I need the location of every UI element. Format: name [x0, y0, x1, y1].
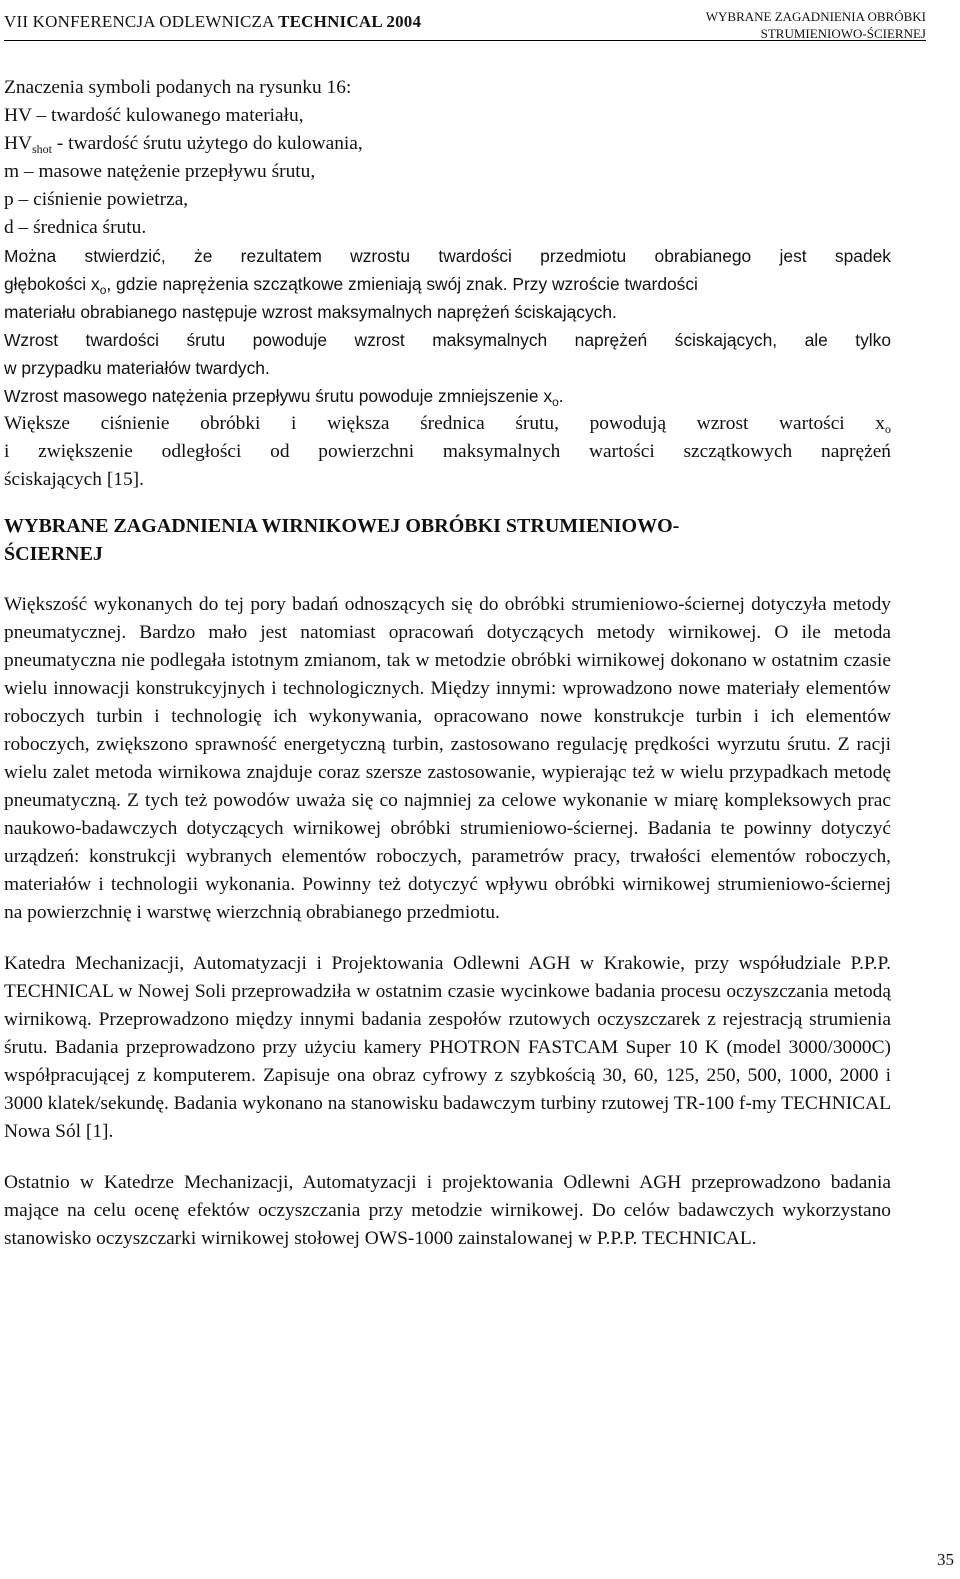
observations — [4, 242, 891, 494]
page-number: 35 — [937, 1550, 954, 1569]
spacer — [4, 568, 891, 591]
running-title-line1: WYBRANE ZAGADNIENIA OBRÓBKI — [705, 9, 926, 24]
spacer — [4, 1146, 891, 1169]
observation-line: Można stwierdzić, że rezultatem wzrostu twardości przedmiotu obrabianego jest spadek — [4, 246, 891, 266]
symbol-hvshot: $HV_{shot}$ - twardość śrutu użytego do kulowania, — [4, 133, 363, 156]
paragraph-rotary-method: Większość wykonanych do tej pory badań odnoszących się do obróbki strumieniowo-ściernej dotyczyła metody pneumatycznej. Bardzo mało jest natomiast opracowań dotyczących metody wirnikowej. O ile metoda pneumatyczna nie podlegała istotnym zmianom, tak w metodzie obróbki wirnikowej dokonano w ostatnim czasie wielu innowacji konstrukcyjnych i technologicznych. Między innymi: wprowadzono nowe materiały elementów roboczych turbin i technologię ich wykonywania, opracowano nowe konstrukcje turbin i ich elementów roboczych, zwiększono sprawność energetyczną turbin, zastosowano regulację prędkości wyrzutu śrutu. Z racji wielu zalet metoda wirnikowa znajduje coraz szersze zastosowanie, wypierając też w wielu przypadkach metodę pneumatyczną. Z tych też powodów uważa się co najmniej za celowe wykonanie w miarę kompleksowych prac naukowo-badawczych dotyczących wirnikowej obróbki strumieniowo-ściernej. Badania te powinny dotyczyć urządzeń: konstrukcji wybranych elementów roboczych, parametrów pracy, trwałości elementów roboczych, materiałów i technologii wykonania. Powinny też dotyczyć wpływu obróbki wirnikowej strumieniowo-ściernej na powierzchnię i warstwę wierzchnią obrabianego przedmiotu. — [4, 594, 891, 923]
paragraph-research-agh: Katedra Mechanizacji, Automatyzacji i Projektowania Odlewni AGH w Krakowie, przy współudziale P.P.P. TECHNICAL w Nowej Soli przeprowadziła w ostatnim czasie wycinkowe badania procesu oczyszczania metodą wirnikową. Przeprowadzono między innymi badania zespołów rzutowych oczyszczarek z rejestracją strumienia śrutu. Badania przeprowadzono przy użyciu kamery PHOTRON FASTCAM Super 10 K (model 3000/3000C) współpracującej z komputerem. Zapisuje ona obraz cyfrowy z szybkością 30, 60, 125, 250, 500, 1000, 2000 i 3000 klatek/sekundę. Badania wykonano na stanowisku badawczym turbiny rzutowej TR-100 f-my TECHNICAL Nowa Sól [1]. — [4, 953, 891, 1142]
symbol-legend — [4, 74, 891, 242]
symbol-d: d – średnica śrutu. — [4, 217, 147, 238]
symbol-hv: HV – twardość kulowanego materiału, — [4, 105, 304, 126]
conference-title — [4, 12, 421, 32]
observation-line: i zwiększenie odległości od powierzchni maksymalnych wartości szczątkowych naprężeń — [4, 441, 891, 462]
page-header — [4, 8, 926, 42]
observation-line: Większe ciśnienie obróbki i większa średnica śrutu, powodują wzrost wartości $x_o$ — [4, 413, 891, 436]
running-title-line2: STRUMIENIOWO-ŚCIERNEJ — [760, 26, 926, 41]
symbol-m: m – masowe natężenie przepływu śrutu, — [4, 161, 316, 182]
observation-line: Wzrost masowego natężenia przepływu śrutu powoduje zmniejszenie $x_o$. — [4, 386, 564, 409]
observation-line: materiału obrabianego następuje wzrost maksymalnych naprężeń ściskających. — [4, 302, 617, 322]
running-title — [706, 8, 926, 42]
page-body — [4, 74, 891, 1253]
spacer — [4, 927, 891, 950]
section-heading-line2: ŚCIERNEJ — [4, 543, 103, 565]
observation-line: głębokości $x_o$, gdzie naprężenia szczątkowe zmieniają swój znak. Przy wzroście twardości — [4, 274, 698, 297]
observation-line: w przypadku materiałów twardych. — [4, 358, 270, 378]
symbol-p: p – ciśnienie powietrza, — [4, 189, 189, 210]
conference-brand: TECHNICAL 2004 — [278, 12, 422, 31]
conference-name: VII KONFERENCJA ODLEWNICZA — [4, 12, 274, 31]
symbol-legend-intro: Znaczenia symboli podanych na rysunku 16: — [4, 77, 352, 98]
observation-line: Wzrost twardości śrutu powoduje wzrost maksymalnych naprężeń ściskających, ale tylko — [4, 330, 891, 350]
observation-line: ściskających [15]. — [4, 469, 144, 490]
section-heading — [4, 512, 891, 568]
header-rule — [4, 40, 926, 41]
section-heading-line1: WYBRANE ZAGADNIENIA WIRNIKOWEJ OBRÓBKI STRUMIENIOWO- — [4, 515, 680, 537]
paragraph-recent-research: Ostatnio w Katedrze Mechanizacji, Automatyzacji i projektowania Odlewni AGH przeprowadzono badania mające na celu ocenę efektów oczyszczania przy metodzie wirnikowej. Do celów badawczych wykorzystano stanowisko oczyszczarki wirnikowej stołowej OWS-1000 zainstalowanej w P.P.P. TECHNICAL. — [4, 1172, 891, 1249]
